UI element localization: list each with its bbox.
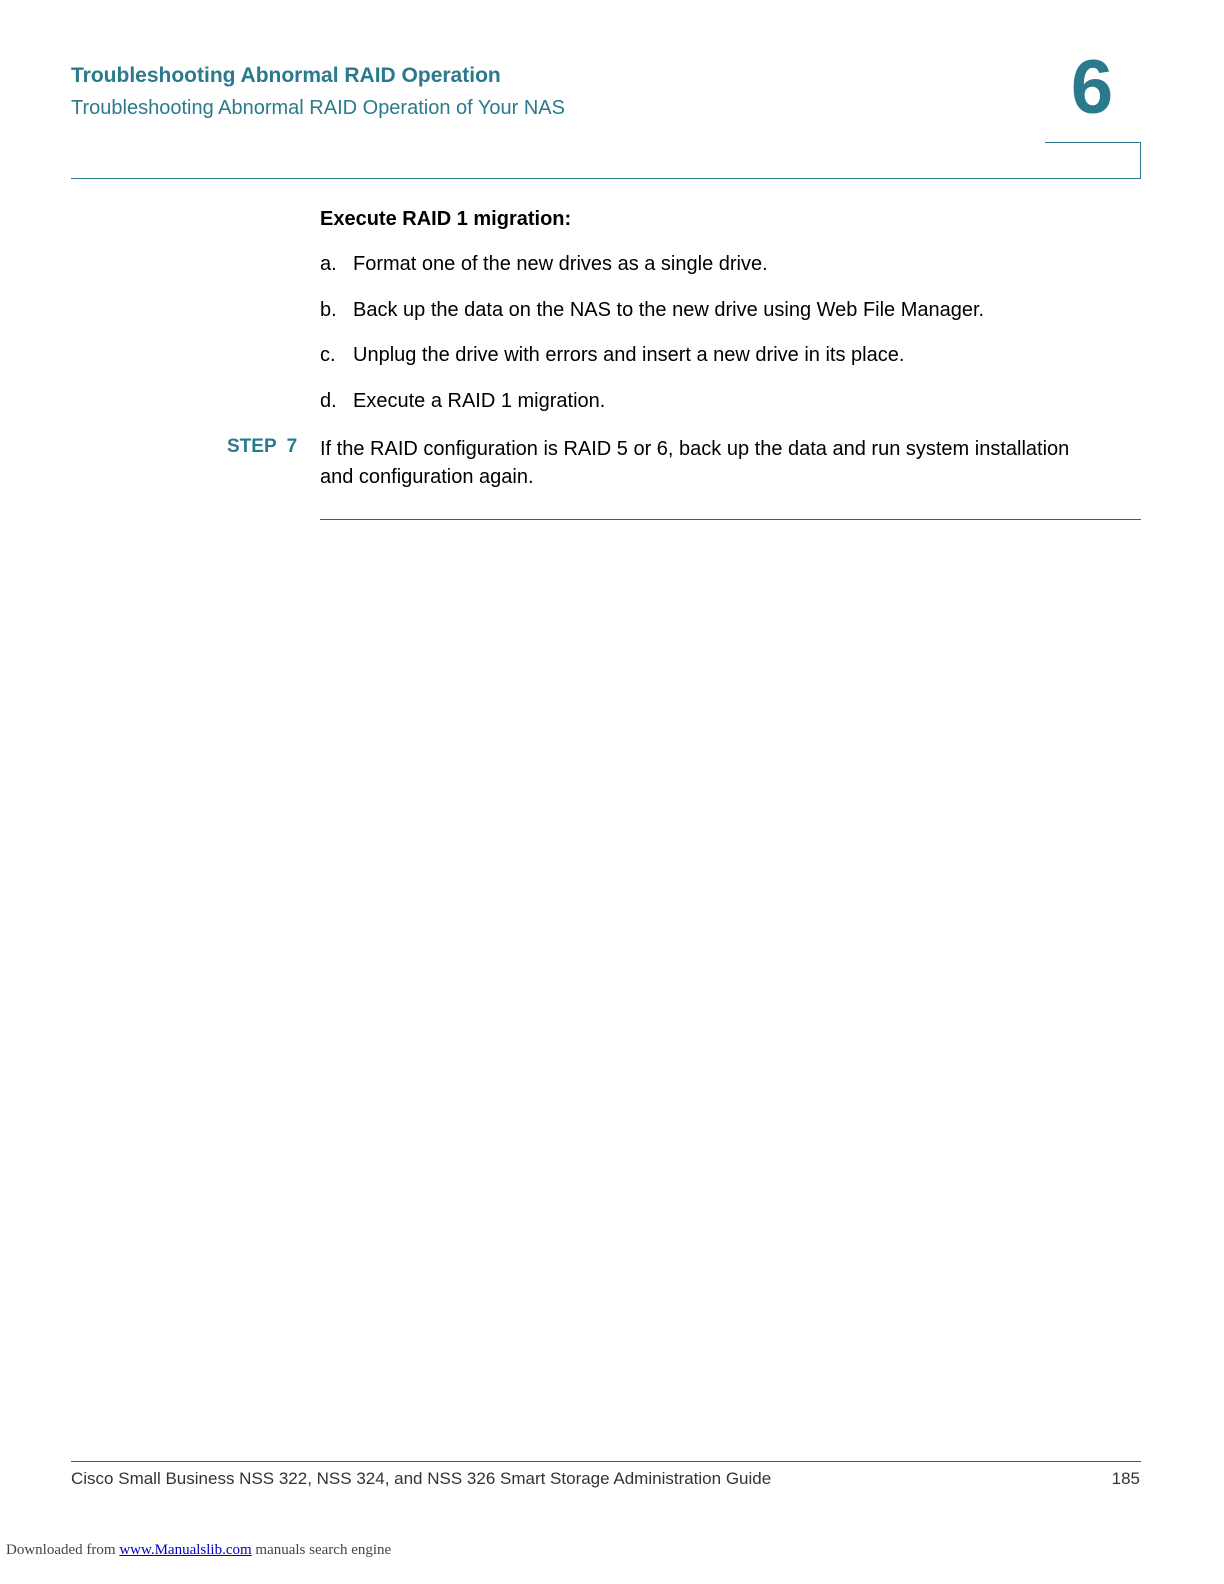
list-item-text: Format one of the new drives as a single drive. [353, 253, 768, 275]
footer-guide-title: Cisco Small Business NSS 322, NSS 324, and NSS 326 Smart Storage Administration Guide [71, 1469, 772, 1488]
list-item [320, 253, 768, 276]
manualslib-link[interactable]: www.Manualslib.com [119, 1542, 252, 1558]
list-item-letter: b. [320, 299, 337, 321]
list-item-text: Back up the data on the NAS to the new drive using Web File Manager. [353, 299, 985, 321]
chapter-box [1045, 142, 1141, 179]
step-rule [320, 519, 1141, 520]
list-item [320, 390, 605, 413]
header-subtitle: Troubleshooting Abnormal RAID Operation of Your NAS [71, 97, 565, 119]
download-prefix: Downloaded from [6, 1542, 116, 1558]
list-item-letter: c. [320, 344, 336, 366]
step-number: 7 [286, 436, 298, 457]
section-heading: Execute RAID 1 migration: [320, 208, 572, 230]
list-item-letter: a. [320, 253, 337, 275]
download-suffix: manuals search engine [255, 1542, 392, 1558]
step-text: If the RAID configuration is RAID 5 or 6, back up the data and run system installation and configuration again. [320, 438, 1070, 488]
download-line [6, 1542, 391, 1559]
list-item [320, 344, 904, 367]
header-rule [71, 178, 1141, 179]
step-label [227, 436, 297, 458]
list-item [320, 299, 984, 322]
list-item-letter: d. [320, 390, 337, 412]
chapter-number: 6 [1070, 45, 1114, 130]
header-title: Troubleshooting Abnormal RAID Operation [71, 64, 501, 87]
step-word: STEP [227, 436, 277, 457]
footer-page-number: 185 [1111, 1469, 1140, 1488]
list-item-text: Execute a RAID 1 migration. [353, 390, 606, 412]
footer-rule [71, 1461, 1141, 1462]
list-item-text: Unplug the drive with errors and insert a new drive in its place. [353, 344, 905, 366]
